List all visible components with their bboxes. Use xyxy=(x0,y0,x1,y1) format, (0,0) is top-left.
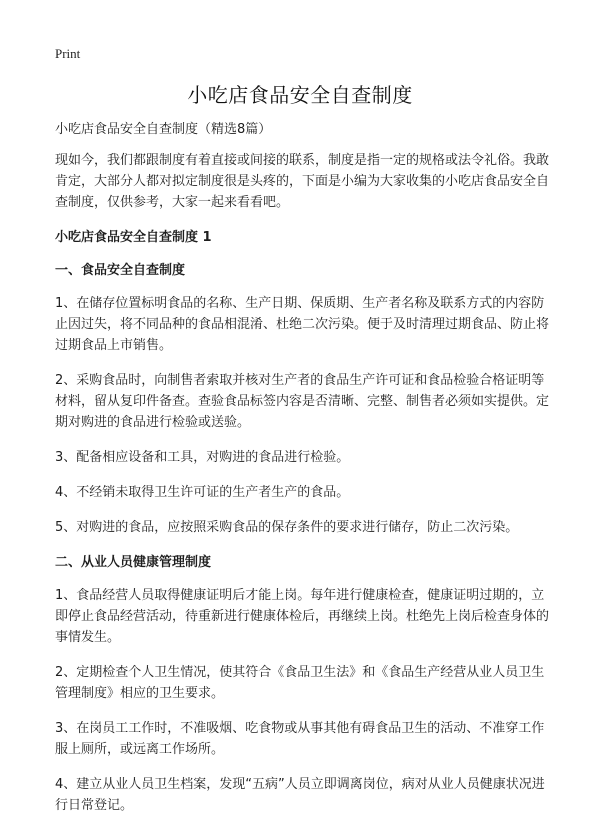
section2-item-3: 3、在岗员工工作时，不准吸烟、吃食物或从事其他有碍食品卫生的活动、不准穿工作服上厕所，或远离工作场所。 xyxy=(55,721,545,757)
section1-item-1: 1、在储存位置标明食品的名称、生产日期、保质期、生产者名称及联系方式的内容防止因过失，将不同品种的食品相混淆、杜绝二次污染。便于及时清理过期食品、防止将过期食品上市销售。 xyxy=(55,296,550,353)
section1-item-5: 5、对购进的食品，应按照采购食品的保存条件的要求进行储存，防止二次污染。 xyxy=(55,520,519,535)
document-subtitle: 小吃店食品安全自查制度（精选8篇） xyxy=(55,122,272,137)
section-heading-food-safety: 一、食品安全自查制度 xyxy=(55,263,186,278)
section2-item-4: 4、建立从业人员卫生档案，发现“五病”人员立即调离岗位，病对从业人员健康状况进行日常登记。 xyxy=(55,777,545,813)
section1-item-3: 3、配备相应设备和工具，对购进的食品进行检验。 xyxy=(55,450,350,465)
section2-item-2: 2、定期检查个人卫生情况，使其符合《食品卫生法》和《食品生产经营从业人员卫生管理制度》相应的卫生要求。 xyxy=(55,665,545,701)
print-link[interactable]: Print xyxy=(55,46,81,61)
section2-item-1: 1、食品经营人员取得健康证明后才能上岗。每年进行健康检查，健康证明过期的，立即停止食品经营活动，待重新进行健康体检后，再继续上岗。杜绝先上岗后检查身体的事情发生。 xyxy=(55,588,550,645)
page-title: 小吃店食品安全自查制度 xyxy=(187,83,413,107)
section1-item-2: 2、采购食品时，向制售者索取并核对生产者的食品生产许可证和食品检验合格证明等材料，留从复印件备查。查验食品标签内容是否清晰、完整、制售者必须如实提供。定期对购进的食品进行检验或送验。 xyxy=(55,373,550,430)
section-heading-staff-health: 二、从业人员健康管理制度 xyxy=(55,555,212,570)
document-body xyxy=(55,119,552,830)
section1-item-4: 4、不经销未取得卫生许可证的生产者生产的食品。 xyxy=(55,485,350,500)
article-heading: 小吃店食品安全自查制度 1 xyxy=(55,230,212,245)
intro-paragraph: 现如今，我们都跟制度有着直接或间接的联系，制度是指一定的规格或法令礼俗。我敢肯定，大部分人都对拟定制度很是头疼的，下面是小编为大家收集的小吃店食品安全自查制度，仅供参考，大家一起来看看吧。 xyxy=(55,153,550,210)
